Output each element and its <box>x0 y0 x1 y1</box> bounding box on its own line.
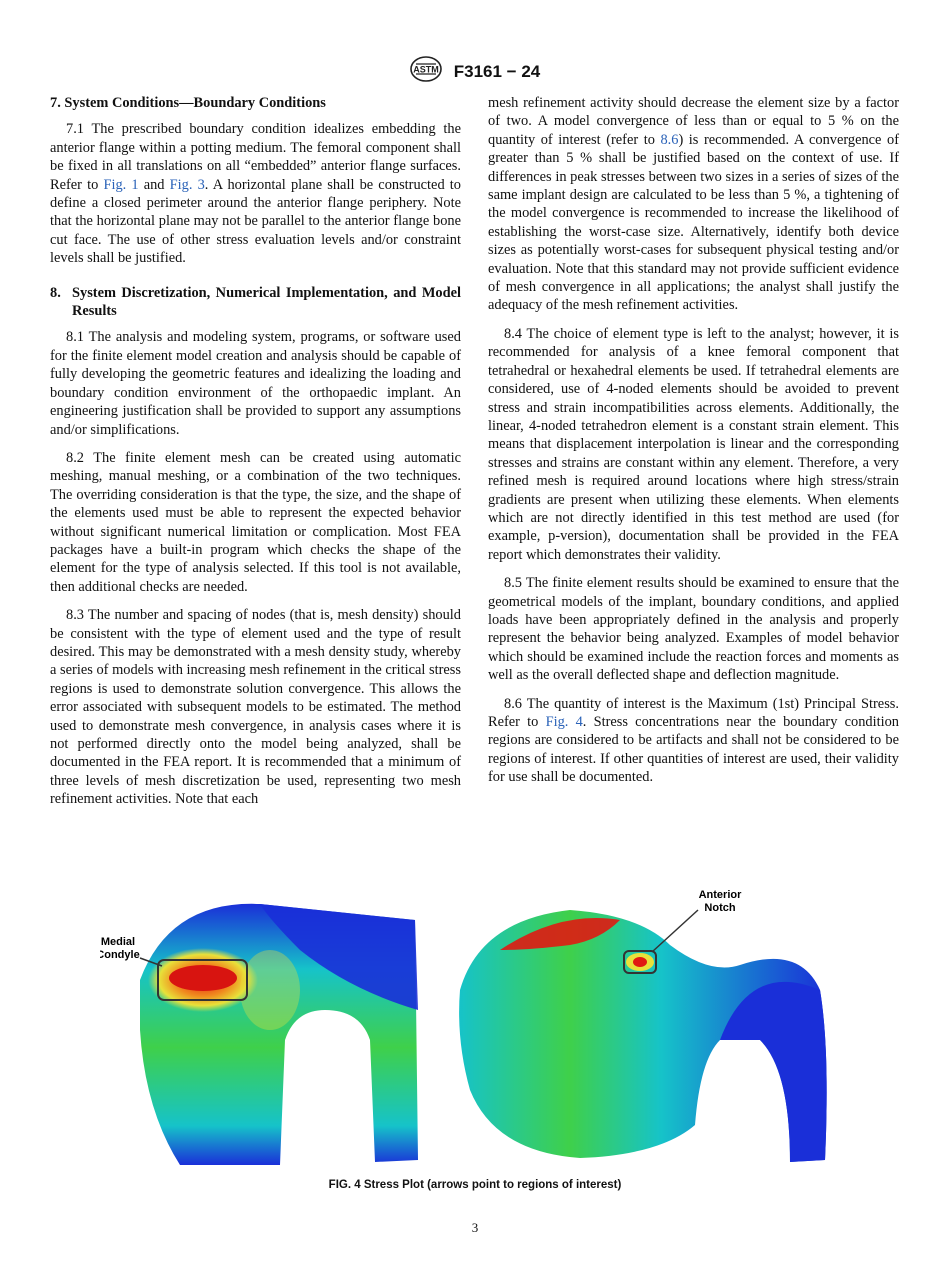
paragraph-8-3: 8.3 The number and spacing of nodes (that is, mesh density) should be consistent with the type of element used and the type of result desired. This may be demonstrated with a mesh density study, whereby a series of models with increasing mesh refinement in the critical stress regions is used to demonstrate solution convergence. This allows the error associated with subsequent models to be estimated. The method used to demonstrate mesh convergence, in analysis cases where it is not performed directly onto the model being analyzed, shall be documented in the FEA report. It is recommended that a minimum of three levels of mesh discretization be used, representing two mesh refinement activities. Note that each <box>50 607 461 808</box>
paragraph-text: . A horizontal plane shall be constructed to define a closed perimeter around the anterior flange periphery. Note that the horizontal plane may not be parallel to the anterior flange bone cut face. The use of other stress evaluation levels and/or constraint levels shall be justified. <box>50 176 461 267</box>
section-number: 8. <box>50 284 61 301</box>
anterior-label-line1: Anterior <box>698 890 742 901</box>
right-column <box>488 94 899 797</box>
paragraph-text: 8.6 The quantity of interest is the Maximum (1st) Principal Stress. Refer to <box>488 695 899 730</box>
paragraph-text: 7.1 The prescribed boundary condition idealizes embedding the anterior flange within a potting medium. The femoral component shall be fixed in all translations on all “embedded” anterior flange surfaces. Refer to <box>50 121 461 193</box>
svg-text:ASTM: ASTM <box>413 64 439 75</box>
paragraph-text: and <box>138 176 170 193</box>
paragraph-8-3-continued <box>488 94 899 315</box>
paragraph-8-4: 8.4 The choice of element type is left to the analyst; however, it is recommended for analysis of a knee femoral component that tetrahedral or hexahedral elements be used. If tetrahedral elements are considered, use of 4-noded elements should be avoided to prevent stress and strain incompatibilities across elements. Additionally, the linear, 4-noded tetrahedron element is a constant strain element. This means that displacement interpolation is linear and the corresponding stresses and strains are constant within any element. Therefore, a very refined mesh is required around locations where high stress/strain gradients are present when utilizing these elements. When elements which are not directly identified in this test method are used (for example, p-version), documentation shall be provided in the FEA report which demonstrates their validity. <box>488 325 899 563</box>
paragraph-8-5: 8.5 The finite element results should be examined to ensure that the geometrical models of the implant, boundary conditions, and applied loads have been appropriately defined in the analysis and properly represent the behavior being analyzed. Examples of model behavior which should be examined include the reaction forces and moments as well as the overall deflected shape and deflection magnitude. <box>488 575 899 684</box>
paragraph-8-6 <box>488 695 899 787</box>
section-8-6-link[interactable]: 8.6 <box>660 131 679 148</box>
section-7-heading: 7. System Conditions—Boundary Conditions <box>50 95 326 111</box>
page-header <box>0 56 950 87</box>
paragraph-8-2: 8.2 The finite element mesh can be created using automatic meshing, manual meshing, or a combination of the two techniques. The overriding consideration is that the type, the size, and the shape of the elements used must be able to represent the expected behavior without significant numerical limitation or complication. Most FEA packages have a built-in program which checks the shape of the element for the type of analysis selected. If this tool is not available, then additional checks are needed. <box>50 449 461 595</box>
anterior-label-line2: Notch <box>704 902 736 914</box>
paragraph-text: mesh refinement activity should decrease the element size by a factor of two. A model convergence of less than or equal to 5 % on the quantity of interest (refer to <box>488 95 899 148</box>
paragraph-7-1 <box>50 120 461 267</box>
fig-4-link[interactable]: Fig. 4 <box>545 714 583 730</box>
left-column <box>50 94 461 819</box>
paragraph-text: . Stress concentrations near the boundary condition regions are considered to be artifacts and shall not be considered to be regions of interest. If other quantities of interest are used, their validity for use shall be documented. <box>488 714 899 786</box>
medial-label-line2: Condyle <box>100 949 140 961</box>
medial-label-line1: Medial <box>100 936 136 948</box>
figure-caption: FIG. 4 Stress Plot (arrows point to regions of interest) <box>328 1179 622 1191</box>
section-title: System Discretization, Numerical Implementation, and Model Results <box>72 284 461 320</box>
fig-1-link[interactable]: Fig. 1 <box>103 176 139 193</box>
standard-code: F3161 − 24 <box>453 61 541 81</box>
paragraph-text: ) is recommended. A convergence of greater than 5 % shall be justified based on the context of use. If differences in peak stresses between two sizes in a series of sizes of the same implant design are calculated to be less than 5 %, a tightening of the model convergence is recommended to increase the likelihood of establishing the worst-case size. Alternatively, identify both device sizes as potentially worst-cases for subsequent physical testing and/or evaluation. Note that this standard may not provide sufficient evidence of mesh convergence in all applications; the analyst shall justify the adequacy of the mesh refinement activities. <box>488 131 899 314</box>
anterior-view-model <box>459 890 827 1162</box>
medial-view-model <box>100 904 418 1165</box>
page-number: 3 <box>471 1220 479 1235</box>
stress-plot-figure <box>100 890 860 1180</box>
paragraph-8-1: 8.1 The analysis and modeling system, programs, or software used for the finite element model creation and analysis should be capable of fully developing the geometric features and idealizing the loading and boundary condition environment of the orthopaedic implant. An engineering justification shall be provided to support any assumptions and/or simplifications. <box>50 329 461 438</box>
section-8-heading <box>50 284 461 321</box>
fig-3-link[interactable]: Fig. 3 <box>169 176 205 193</box>
astm-logo-icon <box>410 56 442 87</box>
